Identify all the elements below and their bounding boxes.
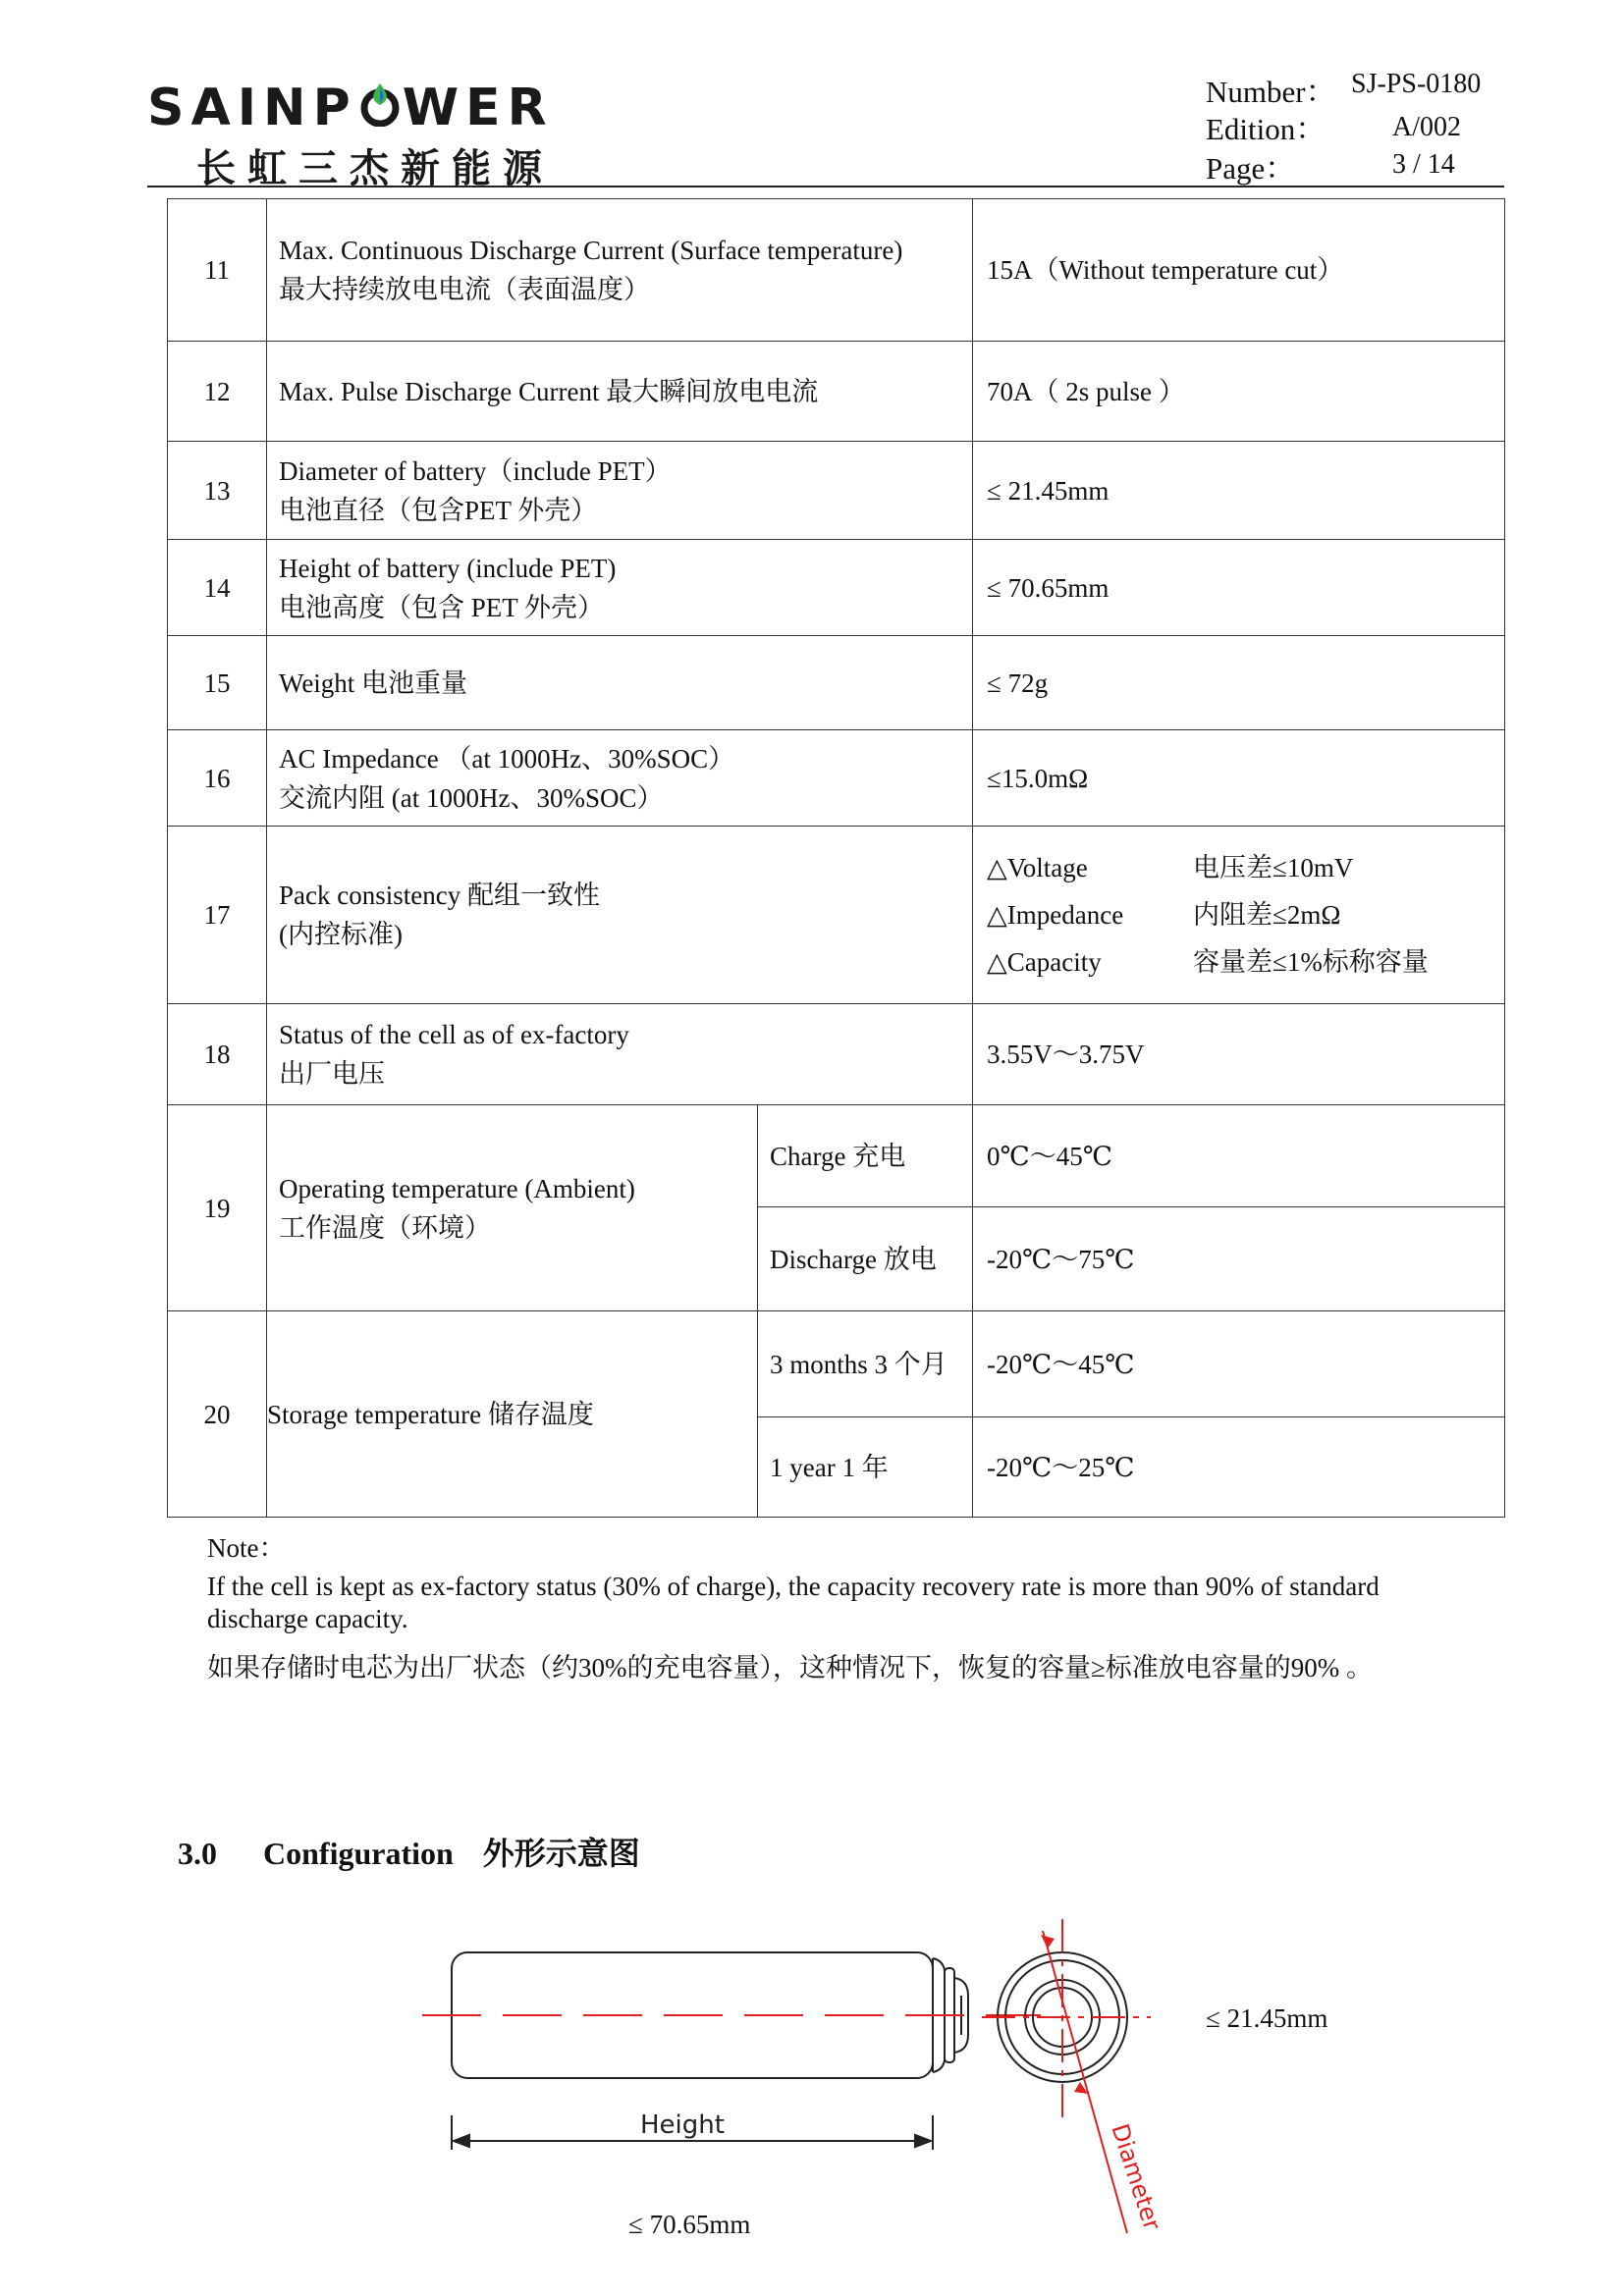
row-number: 19 — [168, 1105, 267, 1311]
row-item — [267, 199, 973, 342]
item-en: Diameter of battery（include PET） — [279, 455, 672, 486]
consistency-key: △Impedance — [987, 900, 1124, 930]
table-row — [168, 730, 1505, 827]
company-name-cn: 长虹三杰新能源 — [196, 146, 554, 191]
row-number: 14 — [168, 540, 267, 636]
logo-text-part-1: SAINP — [147, 79, 357, 137]
row-value: ≤ 70.65mm — [973, 540, 1505, 636]
section-number: 3.0 — [178, 1836, 217, 1871]
consistency-line — [987, 938, 1492, 986]
row-value: 3.55V～3.75V — [973, 1004, 1505, 1105]
number-label: Number： — [1206, 75, 1336, 109]
row-number: 15 — [168, 636, 267, 730]
section-heading — [178, 1829, 640, 1874]
sub-label: Charge 充电 — [758, 1105, 973, 1207]
note-line-3: 如果存储时电芯为出厂状态（约30%的充电容量），这种情况下，恢复的容量≥标准放电容量的90% 。 — [207, 1653, 1374, 1682]
diameter-value: ≤ 21.45mm — [1206, 2003, 1328, 2033]
sub-value: -20℃～75℃ — [973, 1207, 1505, 1311]
page-label: Page： — [1206, 151, 1296, 186]
item-en: Max. Continuous Discharge Current (Surface temperature) — [279, 236, 903, 265]
row-item — [267, 1105, 758, 1311]
height-value: ≤ 70.65mm — [628, 2210, 751, 2239]
table-row — [168, 540, 1505, 636]
item-en: Height of battery (include PET) — [279, 553, 617, 583]
edition-label: Edition： — [1206, 112, 1326, 146]
consistency-line — [987, 891, 1492, 938]
consistency-value: 内阻差≤2mΩ — [1193, 900, 1341, 930]
sub-value: -20℃～45℃ — [973, 1311, 1505, 1417]
row-value: ≤15.0mΩ — [973, 730, 1505, 827]
row-value: 70A（ 2s pulse ） — [973, 342, 1505, 442]
item-en: Operating temperature (Ambient) — [279, 1173, 635, 1203]
table-row — [168, 1004, 1505, 1105]
row-item — [267, 827, 973, 1004]
row-number: 11 — [168, 199, 267, 342]
item-cn: (内控标准) — [279, 920, 403, 949]
consistency-key: △Voltage — [987, 853, 1088, 882]
table-row — [168, 199, 1505, 342]
diameter-arrow-top — [1041, 1935, 1055, 1949]
row-number: 12 — [168, 342, 267, 442]
consistency-value: 容量差≤1%标称容量 — [1193, 947, 1429, 977]
table-row — [168, 827, 1505, 1004]
item-en: AC Impedance （at 1000Hz、30%SOC） — [279, 743, 735, 774]
table-row — [168, 1105, 1505, 1207]
number-value: SJ-PS-0180 — [1351, 69, 1482, 99]
table-row — [168, 1311, 1505, 1417]
sub-value: 0℃～45℃ — [973, 1105, 1505, 1207]
configuration-diagram — [412, 1909, 1394, 2282]
row-number: 13 — [168, 442, 267, 540]
item-cn: 电池高度（包含 PET 外壳） — [279, 592, 605, 622]
item-en: Status of the cell as of ex-factory — [279, 1020, 629, 1049]
note-line-1: If the cell is kept as ex-factory status (30% of charge), the capacity recovery rate is more than 90% of standard — [207, 1572, 1380, 1601]
row-item: Storage temperature 储存温度 — [267, 1311, 758, 1518]
row-number: 17 — [168, 827, 267, 1004]
sub-label: Discharge 放电 — [758, 1207, 973, 1311]
table-row — [168, 442, 1505, 540]
note-label: Note： — [207, 1533, 286, 1563]
row-item — [267, 730, 973, 827]
header-divider — [147, 186, 1504, 187]
section-title-cn: 外形示意图 — [482, 1835, 640, 1872]
row-value: 15A（Without temperature cut） — [973, 199, 1505, 342]
item-en: Pack consistency 配组一致性 — [279, 881, 600, 910]
table-row — [168, 636, 1505, 730]
item-cn: 最大持续放电电流（表面温度） — [279, 275, 650, 304]
row-number: 16 — [168, 730, 267, 827]
sub-value: -20℃～25℃ — [973, 1417, 1505, 1518]
diameter-label: Diameter — [1106, 2120, 1166, 2234]
company-logo — [147, 79, 554, 137]
row-value-list — [973, 827, 1505, 1004]
section-title-en: Configuration — [263, 1836, 454, 1871]
row-item: Max. Pulse Discharge Current 最大瞬间放电电流 — [267, 342, 973, 442]
note-line-2: discharge capacity. — [207, 1604, 408, 1633]
row-value: ≤ 21.45mm — [973, 442, 1505, 540]
logo-drop-icon — [357, 85, 403, 125]
row-item: Weight 电池重量 — [267, 636, 973, 730]
spec-table — [167, 198, 1505, 1518]
height-label: Height — [640, 2110, 725, 2140]
item-cn: 交流内阻 (at 1000Hz、30%SOC） — [279, 782, 664, 813]
logo-text-part-2: WER — [402, 79, 554, 137]
row-item — [267, 442, 973, 540]
table-row — [168, 342, 1505, 442]
row-value: ≤ 72g — [973, 636, 1505, 730]
consistency-line — [987, 844, 1492, 891]
page-value: 3 / 14 — [1392, 149, 1455, 180]
consistency-value: 电压差≤10mV — [1193, 853, 1354, 882]
consistency-key: △Capacity — [987, 947, 1102, 977]
edition-value: A/002 — [1392, 112, 1461, 142]
item-cn: 电池直径（包含PET 外壳） — [279, 495, 598, 525]
row-item — [267, 540, 973, 636]
sub-label: 3 months 3 个月 — [758, 1311, 973, 1417]
row-item — [267, 1004, 973, 1105]
row-number: 18 — [168, 1004, 267, 1105]
row-number: 20 — [168, 1311, 267, 1518]
item-cn: 工作温度（环境） — [279, 1212, 491, 1243]
item-cn: 出厂电压 — [279, 1059, 385, 1089]
sub-label: 1 year 1 年 — [758, 1417, 973, 1518]
